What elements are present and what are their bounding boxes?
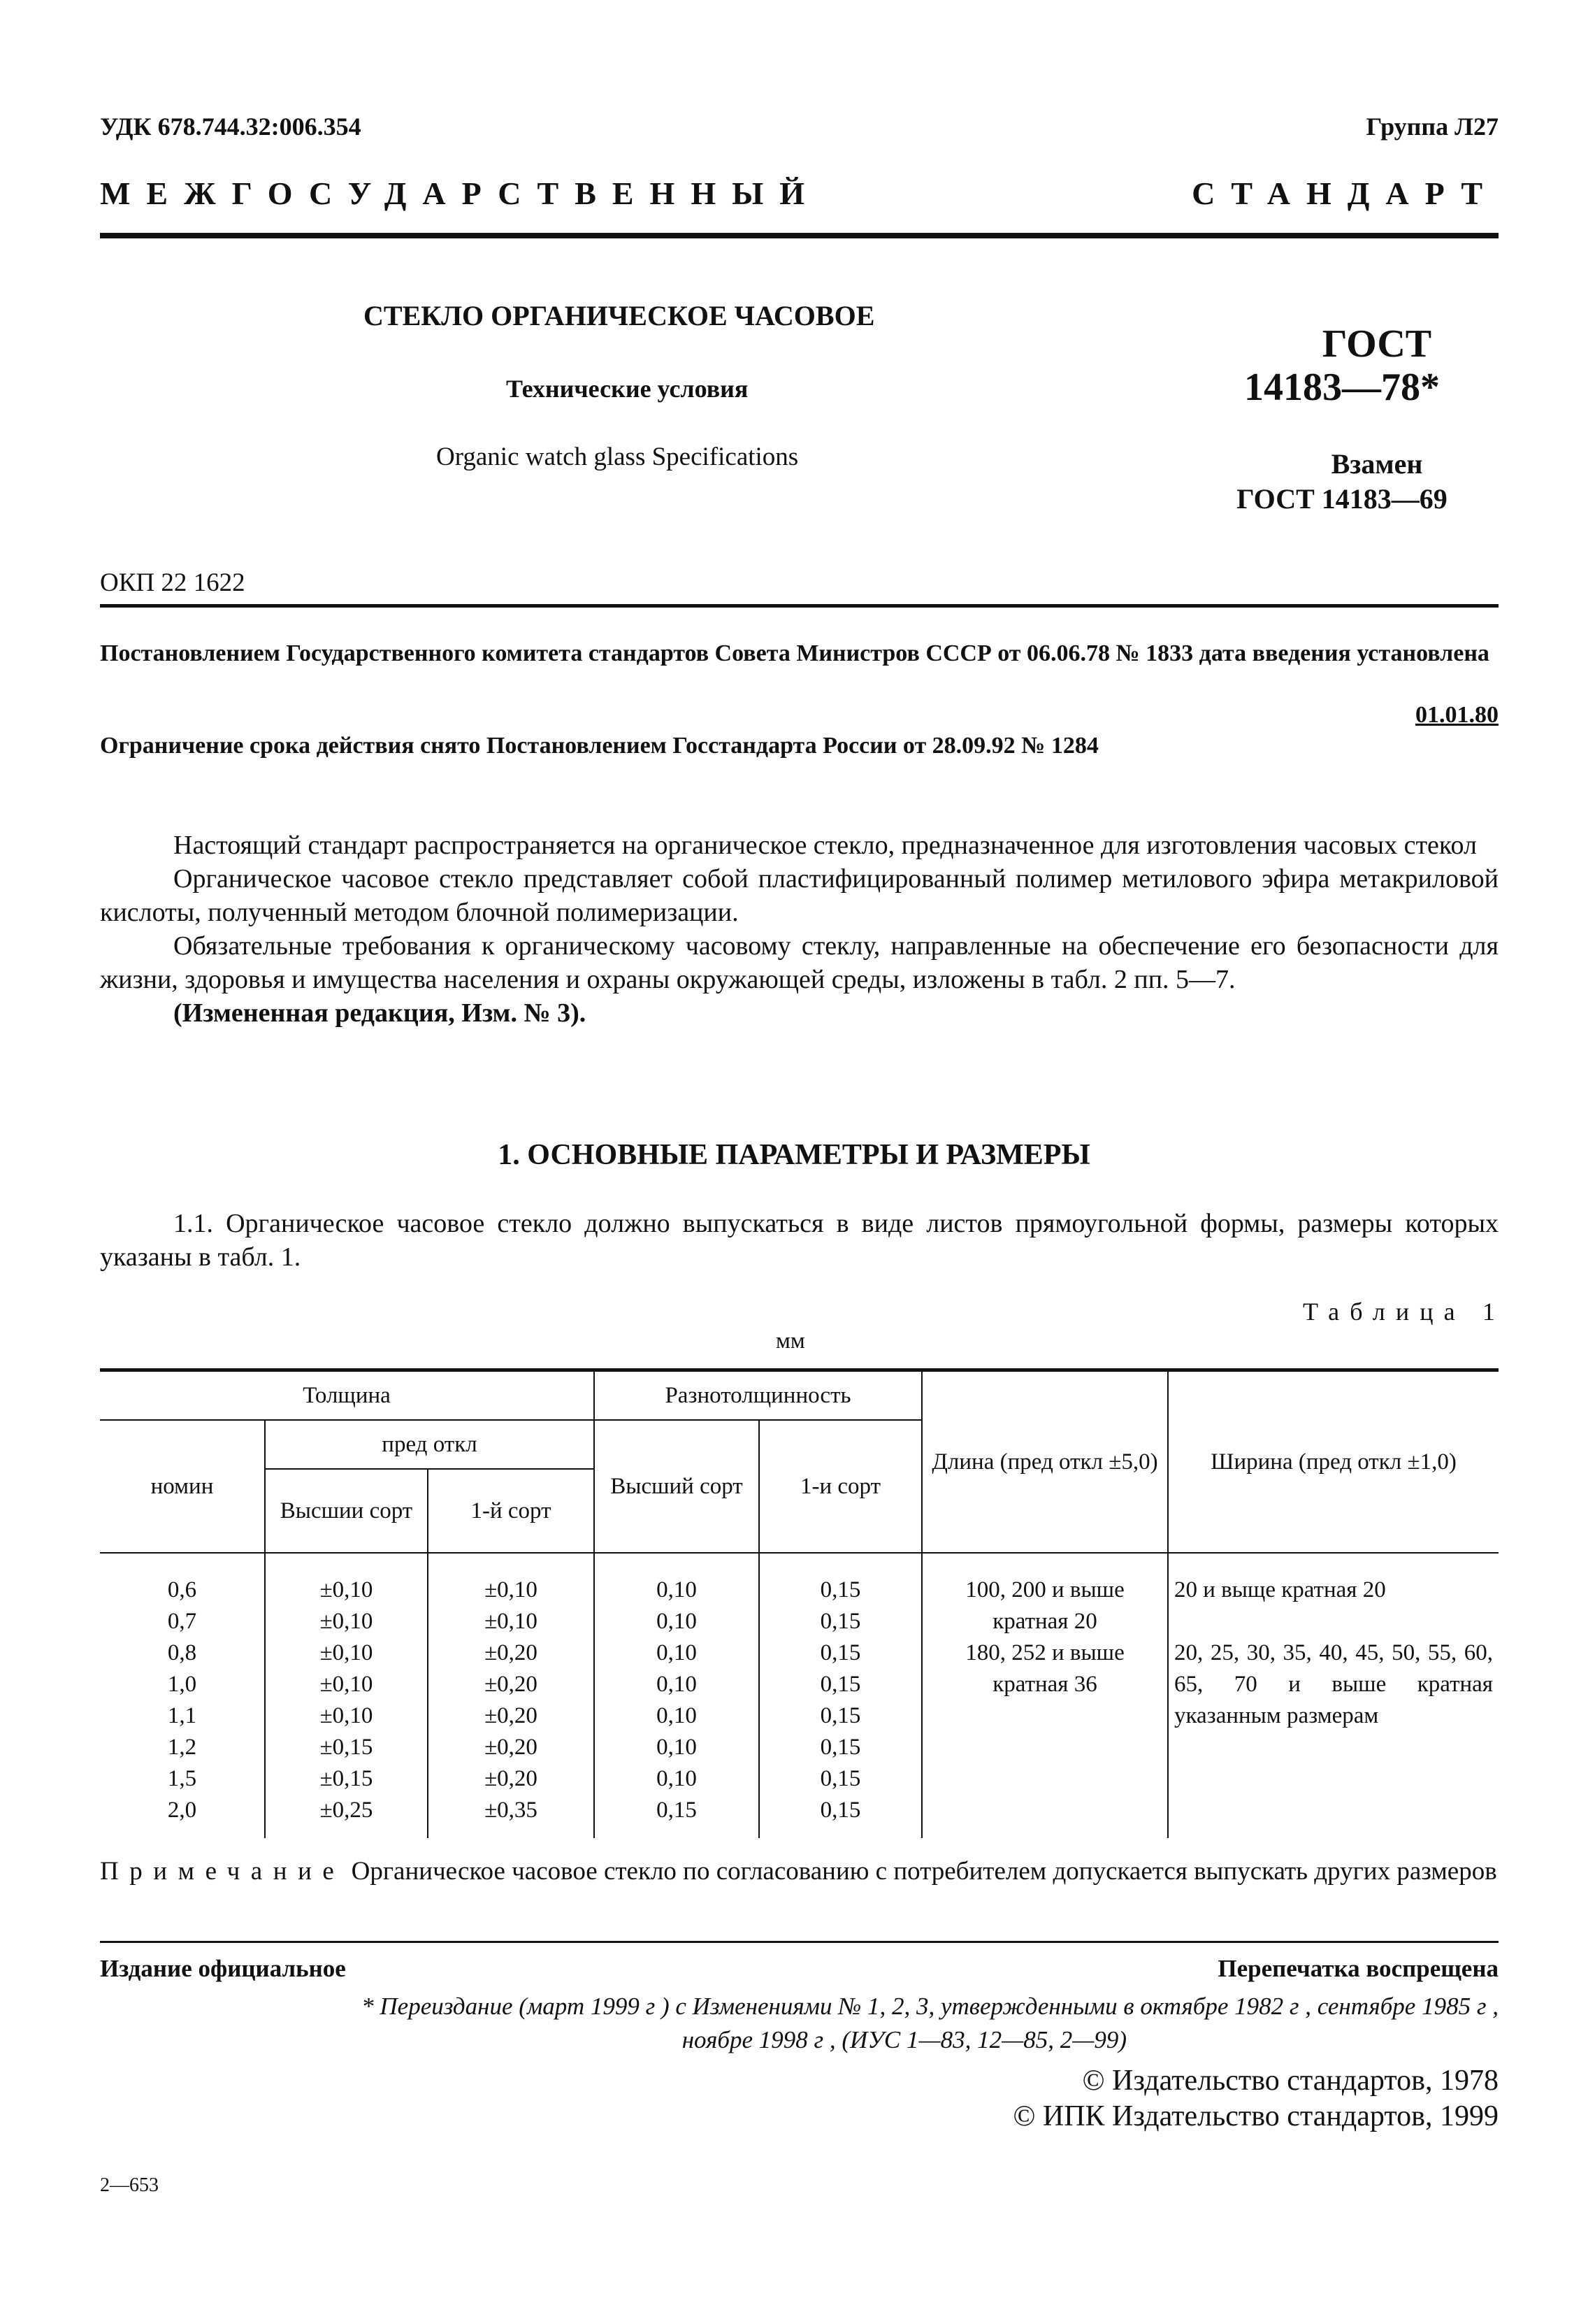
section-paragraph: 1.1. Органическое часовое стекло должно выпускаться в виде листов прямоугольной формы, размеры которых указаны в табл. 1. [100,1209,1499,1272]
section-heading: 1. ОСНОВНЫЕ ПАРАМЕТРЫ И РАЗМЕРЫ [498,1139,1090,1171]
udk-code: УДК 678.744.32:006.354 [100,113,361,141]
reissue-note-cont: ноябре 1998 г , (ИУС 1—83, 12—85, 2—99) [681,2026,1127,2053]
page-code: 2—653 [100,2174,159,2196]
variation-highest-column [594,1553,759,1838]
table-cell: ±0,35 [484,1797,537,1823]
variation-first-column [759,1553,922,1838]
copyright-1999: © ИПК Издательство стандартов, 1999 [1013,2100,1499,2132]
replaces-standard: ГОСТ 14183—69 [1236,483,1448,515]
header-nominal: номин [100,1420,265,1553]
table-cell: 0,10 [656,1577,697,1602]
header-variation-first: 1-и сорт [759,1420,922,1553]
table-cell: ±0,10 [484,1608,537,1634]
table-cell: 1,2 [167,1734,197,1760]
header-deviation: пред откл [265,1420,594,1469]
document-title: СТЕКЛО ОРГАНИЧЕСКОЕ ЧАСОВОЕ [363,300,875,331]
header-variation: Разнотолщинность [594,1370,922,1420]
table-cell: 0,6 [167,1577,197,1602]
table-cell: ±0,20 [484,1734,537,1760]
table-cell: ±0,10 [484,1577,537,1602]
official-edition: Издание официальное [100,1955,346,1982]
banner-title: МЕЖГОСУДАРСТВЕННЫЙ СТАНДАРТ [100,175,1499,211]
table-cell: ±0,20 [484,1640,537,1665]
table-cell: ±0,10 [319,1608,373,1634]
intro-paragraph: Обязательные требования к органическому часовому стеклу, направленные на обеспечение его безопасности для жизни, здоровья и имущества населения и охраны окружающей среды, изложены в табл. 2 пп. 5—7. [100,931,1499,994]
table-cell: 0,15 [820,1797,861,1823]
thick-divider [100,233,1499,238]
limit-removed-text: Ограничение срока действия снято Постановлением Госстандарта России от 28.09.92 № 1284 [100,733,1099,759]
intro-paragraph: Органическое часовое стекло представляет собой пластифицированный полимер метилового эфира метакриловой кислоты, полученный методом блочной полимеризации. [100,864,1499,927]
length-column: 100, 200 и выше кратная 20 180, 252 и выше кратная 36 [922,1553,1168,1838]
decree-text: Постановлением Государственного комитета стандартов Совета Министров СССР от 06.06.78 № 1833 дата введения установлена [100,640,1489,666]
header-length: Длина (пред откл ±5,0) [922,1370,1168,1553]
table-cell: 0,15 [820,1671,861,1697]
table-cell: ±0,20 [484,1702,537,1728]
first-grade-column [428,1553,594,1838]
table-cell: ±0,20 [484,1765,537,1791]
table-cell: 0,10 [656,1608,697,1634]
header-highest-grade: Высшии сорт [265,1469,428,1553]
table-cell: ±0,25 [319,1797,373,1823]
document-subtitle: Технические условия [506,375,749,403]
table-cell: ±0,10 [319,1640,373,1665]
table-cell: 1,0 [167,1671,197,1697]
intro-paragraph: Настоящий стандарт распространяется на органическое стекло, предназначенное для изготовления часовых стекол [173,831,1477,860]
english-title: Organic watch glass Specifications [436,443,799,471]
table-cell: 0,15 [820,1608,861,1634]
table-cell: 0,15 [820,1702,861,1728]
divider [100,1941,1499,1943]
gost-label: ГОСТ [1322,322,1432,366]
header-first-grade: 1-й сорт [428,1469,594,1553]
table-unit: мм [776,1328,805,1354]
table-row [100,1553,1499,1838]
replaces-label: Взамен [1331,448,1423,480]
table-cell: ±0,10 [319,1577,373,1602]
group-code: Группа Л27 [1366,113,1499,141]
table-caption: Таблица 1 [1302,1298,1506,1326]
copyright-1978: © Издательство стандартов, 1978 [1082,2065,1499,2097]
okp-code: ОКП 22 1622 [100,568,245,597]
table-cell: ±0,10 [319,1702,373,1728]
table-cell: 1,5 [167,1765,197,1791]
table-cell: 0,8 [167,1640,197,1665]
table-cell: 0,15 [656,1797,697,1823]
table-cell: 0,10 [656,1671,697,1697]
table-note: Примечание Органическое часовое стекло по согласованию с потребителем допускается выпускать других размеров [100,1857,1497,1886]
amendment-note: (Измененная редакция, Изм. № 3). [173,998,586,1028]
table-cell: 0,7 [167,1608,197,1634]
table-cell: 0,15 [820,1640,861,1665]
table-cell: ±0,10 [319,1671,373,1697]
table-cell: 0,15 [820,1734,861,1760]
dimensions-table [100,1368,1499,1838]
gost-number: 14183—78* [1244,366,1440,409]
table-cell: 0,10 [656,1702,697,1728]
divider [100,604,1499,608]
table-cell: 2,0 [167,1797,197,1823]
nominal-column [100,1553,265,1838]
table-cell: 0,15 [820,1577,861,1602]
table-cell: 0,15 [820,1765,861,1791]
highest-grade-column [265,1553,428,1838]
intro-section [100,829,1499,1030]
table-cell: ±0,20 [484,1671,537,1697]
reissue-note: * Переиздание (март 1999 г ) с Изменениями № 1, 2, 3, утвержденными в октябре 1982 г , сентябре 1985 г , [361,1993,1499,2020]
header-width: Ширина (пред откл ±1,0) [1168,1370,1499,1553]
table-cell: 1,1 [167,1702,197,1728]
table-cell: 0,10 [656,1765,697,1791]
table-cell: ±0,15 [319,1765,373,1791]
reprint-prohibited: Перепечатка воспрещена [1218,1955,1499,1982]
table-cell: ±0,15 [319,1734,373,1760]
header-variation-highest: Высший сорт [594,1420,759,1553]
header-thickness: Толщина [100,1370,594,1420]
width-column: 20 и выще кратная 20 20, 25, 30, 35, 40, 45, 50, 55, 60, 65, 70 и выше кратная указанным размерам [1168,1553,1499,1838]
table-cell: 0,10 [656,1640,697,1665]
table-cell: 0,10 [656,1734,697,1760]
introduction-date: 01.01.80 [1415,702,1499,728]
